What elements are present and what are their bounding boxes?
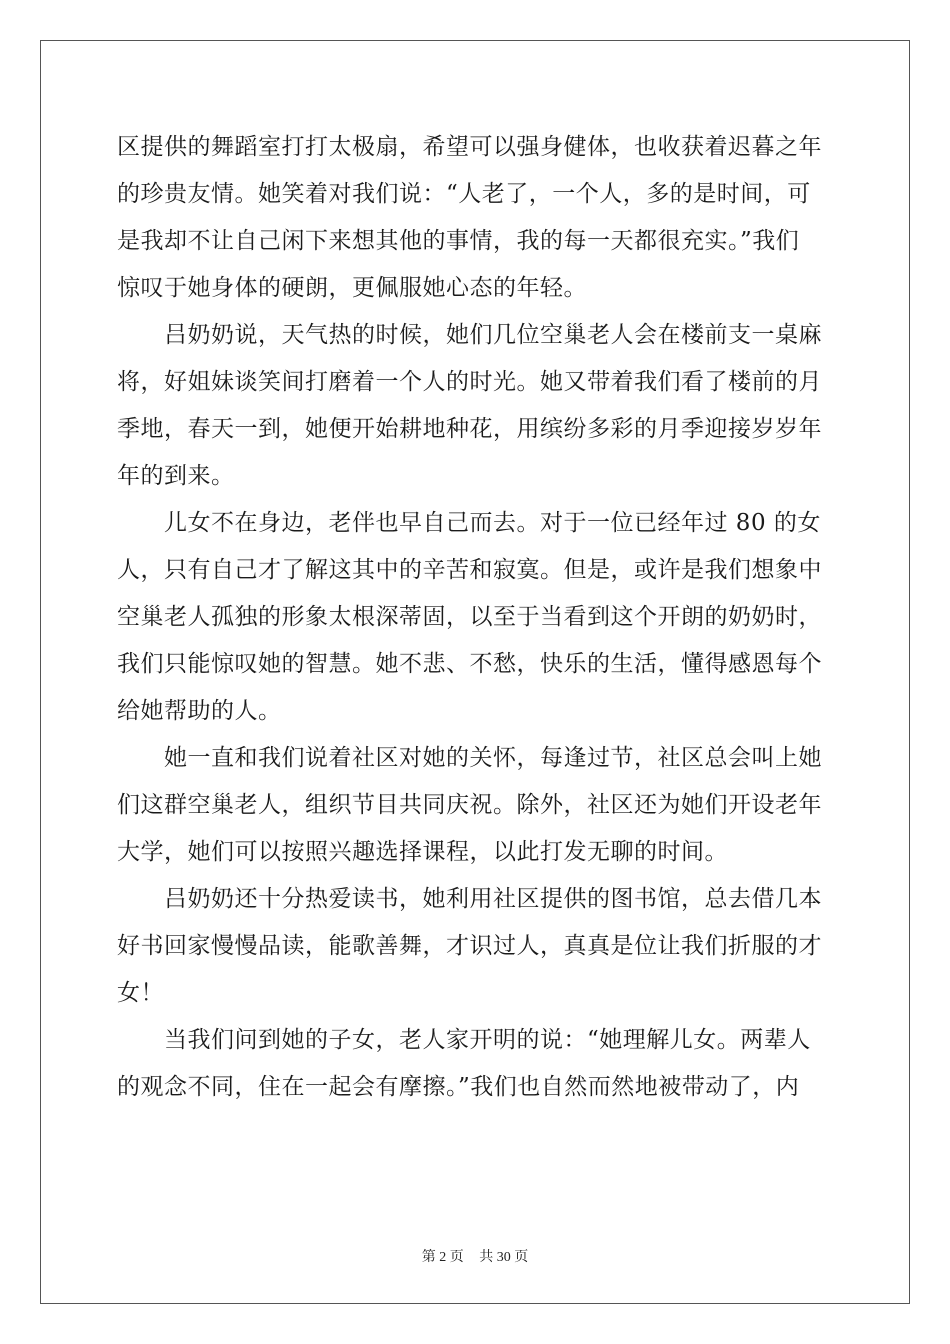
text-line: 我们只能惊叹她的智慧。她不悲、不愁，快乐的生活，懂得感恩每个 <box>117 651 822 677</box>
text-line: 空巢老人孤独的形象太根深蒂固，以至于当看到这个开朗的奶奶时， <box>117 604 822 630</box>
text-line: 人，只有自己才了解这其中的辛苦和寂寞。但是，或许是我们想象中 <box>117 557 822 583</box>
text-line: 给她帮助的人。 <box>117 698 282 724</box>
text-line: 当我们问到她的子女，老人家开明的说：“她理解儿女。两辈人 <box>117 1027 811 1053</box>
text-line: 她一直和我们说着社区对她的关怀，每逢过节，社区总会叫上她 <box>117 745 822 771</box>
text-line: 区提供的舞蹈室打打太极扇，希望可以强身健体，也收获着迟暮之年 <box>117 134 822 160</box>
text-line: 们这群空巢老人，组织节目共同庆祝。除外，社区还为她们开设老年 <box>117 792 822 818</box>
text-line: 吕奶奶说，天气热的时候，她们几位空巢老人会在楼前支一桌麻 <box>117 322 822 348</box>
document-body <box>117 124 835 1111</box>
text-line: 好书回家慢慢品读，能歌善舞，才识过人，真真是位让我们折服的才 <box>117 933 822 959</box>
text-line: 儿女不在身边，老伴也早自己而去。对于一位已经年过 80 的女 <box>117 510 821 536</box>
page-total: 共 30 页 <box>479 1250 529 1265</box>
text-line: 大学，她们可以按照兴趣选择课程，以此打发无聊的时间。 <box>117 839 728 865</box>
text-line: 的珍贵友情。她笑着对我们说：“人老了，一个人，多的是时间，可 <box>117 181 811 207</box>
text-line: 年的到来。 <box>117 463 235 489</box>
text-line: 是我却不让自己闲下来想其他的事情，我的每一天都很充实。”我们 <box>117 228 800 254</box>
text-line: 将，好姐妹谈笑间打磨着一个人的时光。她又带着我们看了楼前的月 <box>117 369 822 395</box>
text-line: 惊叹于她身体的硬朗，更佩服她心态的年轻。 <box>117 275 587 301</box>
text-line: 吕奶奶还十分热爱读书，她利用社区提供的图书馆，总去借几本 <box>117 886 822 912</box>
text-line: 的观念不同，住在一起会有摩擦。”我们也自然而然地被带动了，内 <box>117 1074 800 1100</box>
page-number: 第 2 页 <box>421 1250 464 1265</box>
text-line: 季地，春天一到，她便开始耕地种花，用缤纷多彩的月季迎接岁岁年 <box>117 416 822 442</box>
text-line: 女！ <box>117 980 164 1006</box>
page-footer <box>0 1246 950 1266</box>
